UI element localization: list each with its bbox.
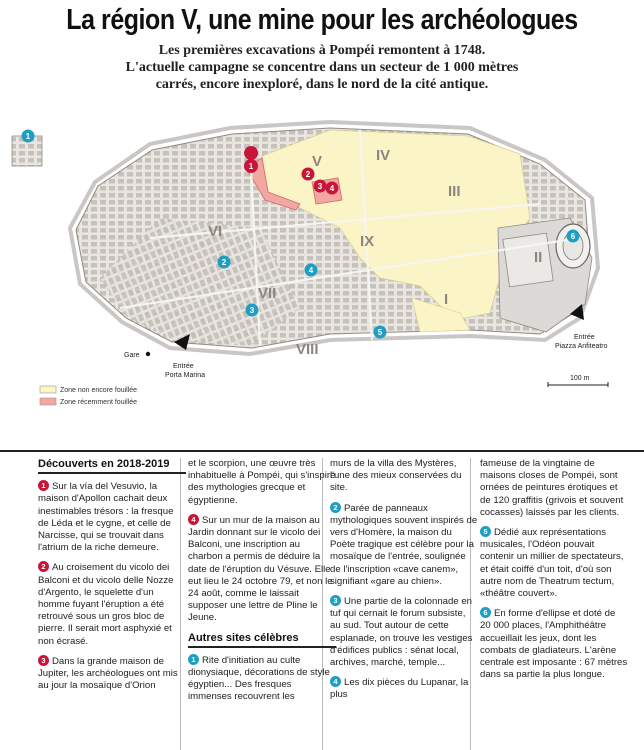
- page-title: La région V, une mine pour les archéologues: [66, 4, 578, 36]
- svg-text:3: 3: [249, 306, 255, 315]
- discovery-text: Sur un mur de la maison au Jardin donnant sur le vicolo dei Balconi, une inscription au charbon a permis de déduire la date de l'éruption du Vésuve. Elle eut lieu le 24 octobre 79, et non le 24 août, comme le laissait supposer une lettre de Pline le Jeune.: [188, 514, 333, 624]
- subtitle-line-2: L'actuelle campagne se concentre dans un secteur de 1 000 mètres: [125, 60, 519, 75]
- label-entree-marina: Entrée: [173, 363, 194, 370]
- svg-text:1: 1: [25, 132, 31, 141]
- other-site-1-cont: murs de la villa des Mystères, l'une des mieux conservées du site.: [330, 458, 462, 494]
- svg-text:4: 4: [308, 266, 314, 275]
- discovery-item-3: [38, 655, 186, 693]
- discovery-item-1: [38, 480, 186, 554]
- pompeii-map: [0, 108, 644, 448]
- heading-other-sites: Autres sites célèbres: [188, 632, 336, 648]
- blue-number-badge: 4: [330, 676, 341, 687]
- other-site-6: [480, 607, 628, 681]
- discovery-item-2: [38, 561, 186, 647]
- other-site-5: [480, 526, 628, 600]
- heading-discoveries: Découverts en 2018-2019: [38, 458, 186, 474]
- other-site-1: [188, 654, 336, 704]
- svg-text:2: 2: [221, 258, 227, 267]
- blue-marker-3[interactable]: [246, 304, 259, 317]
- discovery-item-3-cont: et le scorpion, une œuvre très inhabituelle à Pompéi, qui s'inspire des mythologies grecque et égyptienne.: [188, 458, 336, 506]
- text-columns: [0, 450, 644, 750]
- svg-text:6: 6: [570, 232, 576, 241]
- svg-text:2: 2: [305, 170, 311, 179]
- region-label-ix: IX: [360, 233, 375, 250]
- blue-number-badge: 1: [188, 654, 199, 665]
- other-site-4: [330, 676, 478, 701]
- page-subtitle: [60, 42, 584, 93]
- region-label-vii: VII: [258, 285, 277, 302]
- blue-number-badge: 5: [480, 526, 491, 537]
- blue-marker-6[interactable]: [567, 230, 580, 243]
- label-piazza-anfiteatro: Piazza Anfiteatro: [555, 343, 608, 350]
- blue-marker-2[interactable]: [218, 256, 231, 269]
- other-site-2: [330, 502, 478, 588]
- column-4: [480, 458, 628, 688]
- discovery-item-4: [188, 514, 336, 625]
- svg-text:3: 3: [317, 182, 323, 191]
- region-label-iii: III: [448, 183, 461, 200]
- blue-number-badge: 2: [330, 502, 341, 513]
- site-text: Dédié aux représentations musicales, l'Odéon pouvait contenir un millier de spectateurs, et était coiffé d'un toit, d'où son autre nom de Theatrum tectum, «théâtre couvert».: [480, 527, 624, 600]
- legend-swatch-recent: [40, 398, 56, 405]
- blue-marker-1[interactable]: [22, 130, 35, 143]
- region-label-v: V: [312, 153, 323, 170]
- label-porta-marina: Porta Marina: [165, 372, 206, 379]
- label-entree-amph: Entrée: [574, 334, 595, 341]
- site-text: Rite d'initiation au culte dionysiaque, décorations de style égyptien... Des fresques immenses recouvrent les: [188, 654, 330, 703]
- discovery-text: Sur la vía del Vesuvio, la maison d'Apollon cachait deux inestimables trésors : la fresque de Léda et le cygne, et celle de Narcisse, qui se trouvait dans l'atrium de la riche demeure.: [38, 481, 174, 554]
- red-number-badge: 3: [38, 655, 49, 666]
- label-gare: Gare: [124, 352, 140, 359]
- region-label-ii: II: [534, 249, 543, 266]
- discovery-text: Dans la grande maison de Jupiter, les archéologues ont mis au jour la mosaïque d'Orion: [38, 655, 178, 692]
- red-marker-3[interactable]: [314, 180, 327, 193]
- region-label-i: I: [444, 291, 449, 308]
- red-number-badge: 4: [188, 514, 199, 525]
- other-site-3: [330, 595, 478, 669]
- site-text: Parée de panneaux mythologiques souvent inspirés de vers d'Homère, la maison du Poète tragique est célèbre pour la mosaïque de l'entrée, soulignée de l'inscription «cave canem», signifiant «gare au chien».: [330, 502, 478, 587]
- svg-text:1: 1: [248, 162, 254, 171]
- region-label-viii: VIII: [296, 341, 319, 358]
- blue-marker-5[interactable]: [374, 326, 387, 339]
- discovery-text: Au croisement du vicolo dei Balconi et du vicolo delle Nozze d'Argento, le squelette d'un homme fuyant l'éruption a été retrouvé sous un gros bloc de pierre. Il serait mort asphyxié et non écrasé.: [38, 562, 174, 647]
- region-label-vi: VI: [208, 223, 223, 240]
- blue-number-badge: 3: [330, 595, 341, 606]
- legend-swatch-unexcavated: [40, 386, 56, 393]
- gare-dot: [146, 352, 150, 356]
- blue-marker-4[interactable]: [305, 264, 318, 277]
- subtitle-line-1: Les premières excavations à Pompéi remontent à 1748.: [158, 43, 486, 58]
- legend-label-unexcavated: Zone non encore fouillée: [60, 387, 138, 394]
- column-2: [188, 458, 336, 711]
- site-text: Une partie de la colonnade en tuf qui cernait le forum subsiste, au sud. Tout autour de cette esplanade, on trouve les vestiges d'édifices publics : sénat local, archives, marché, temple...: [330, 596, 473, 669]
- other-site-4-cont: fameuse de la vingtaine de maisons closes de Pompéi, sont ornées de peintures érotiques et de 120 graffitis (grivois et souvent cocasses) laissés par les clients.: [480, 458, 624, 518]
- red-number-badge: 1: [38, 480, 49, 491]
- column-3: [330, 458, 478, 709]
- site-text: Les dix pièces du Lupanar, la plus: [330, 677, 469, 701]
- label-scale: 100 m: [570, 375, 590, 382]
- legend-label-recent: Zone récemment fouillée: [60, 399, 138, 406]
- red-number-badge: 2: [38, 561, 49, 572]
- region-label-iv: IV: [376, 147, 391, 164]
- blue-number-badge: 6: [480, 607, 491, 618]
- subtitle-line-3: carrés, encore inexploré, dans le nord de la cité antique.: [155, 77, 489, 92]
- red-marker-2[interactable]: [302, 168, 315, 181]
- svg-text:5: 5: [377, 328, 383, 337]
- column-discoveries: [38, 458, 186, 699]
- svg-text:4: 4: [329, 184, 335, 193]
- red-marker-4[interactable]: [326, 182, 339, 195]
- site-text: En forme d'ellipse et doté de 20 000 places, l'Amphithéâtre accueillait les jeux, dont les combats de gladiateurs. L'arène centrale est imposante : 67 mètres dans sa partie la plus longue.: [480, 608, 628, 681]
